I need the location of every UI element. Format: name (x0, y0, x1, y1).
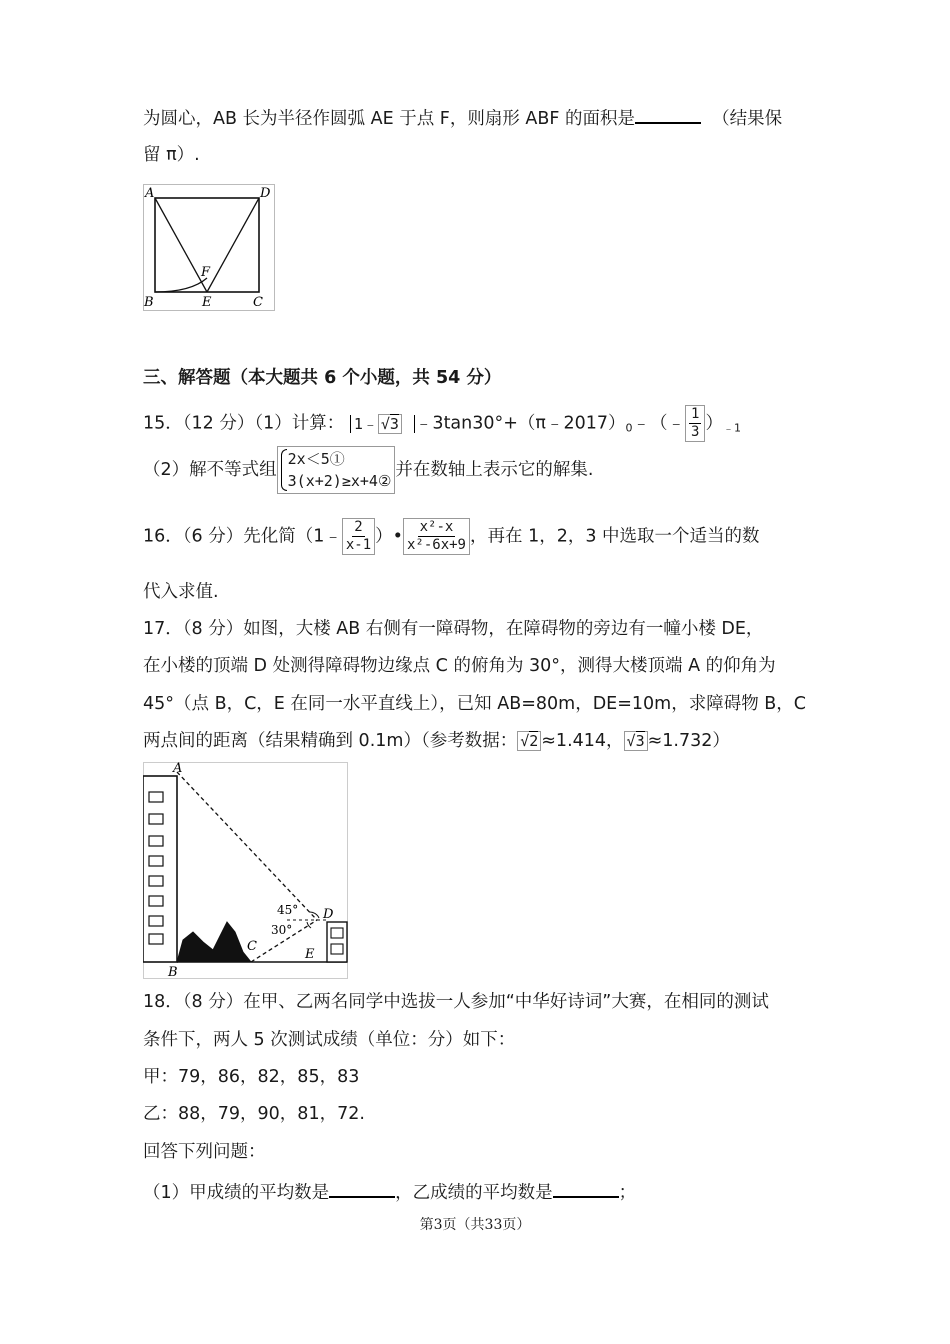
label-a: A (145, 186, 155, 201)
label-d: D (323, 907, 334, 922)
label-f: F (201, 265, 211, 280)
frac-den: 3 (691, 424, 700, 440)
q14-tail: （结果保 (712, 109, 783, 129)
exponent-neg1: ﹣1 (722, 421, 741, 435)
sqrt-3-ref: √3 (624, 731, 648, 751)
approx-sqrt2: ≈1.414， (541, 731, 624, 751)
q17-line4 (143, 729, 730, 753)
q18-sub1-end: ； (618, 1183, 637, 1203)
q18-prompt: 回答下列问题： (143, 1142, 266, 1162)
q14-line2: 留 π）. (143, 145, 200, 165)
fraction-2-over-x-1 (342, 518, 375, 555)
q15-mid2: ﹣（﹣ (632, 413, 686, 434)
q16-prefix: 16．（6 分）先化简（1﹣ (143, 526, 342, 547)
q17-line2: 在小楼的顶端 D 处测得障碍物边缘点 C 的俯角为 30°，测得大楼顶端 A 的仰角为 (143, 656, 776, 676)
exponent-zero: 0 (625, 421, 633, 435)
q15-part2-prefix: （2）解不等式组 (143, 460, 277, 480)
label-b: B (168, 965, 178, 980)
inequality-1: 2x＜5① (287, 450, 345, 468)
q16-line2: 代入求值. (143, 582, 219, 602)
page-footer: 第3页（共33页） (419, 1217, 531, 1233)
frac-den: x-1 (345, 537, 372, 553)
abs-inner: 1﹣ (353, 414, 378, 433)
q18-sub1 (143, 1178, 636, 1205)
answer-blank-jia (329, 1178, 395, 1198)
q18-line2: 条件下，两人 5 次测试成绩（单位：分）如下： (143, 1030, 516, 1050)
fraction-rational (403, 518, 470, 555)
q18-sub1-mid: ，乙成绩的平均数是 (395, 1183, 553, 1203)
abs-value (350, 415, 415, 433)
label-e: E (305, 947, 315, 962)
q18-line1: 18．（8 分）在甲、乙两名同学中选拔一人参加“中华好诗词”大赛，在相同的测试 (143, 992, 769, 1012)
q17-line3: 45°（点 B，C，E 在同一水平直线上），已知 AB=80m，DE=10m，求障碍物 B，C (143, 694, 806, 714)
approx-sqrt3: ≈1.732） (647, 731, 730, 751)
q16-dot: ）• (375, 526, 403, 547)
sqrt-2: √2 (517, 731, 541, 751)
label-c: C (253, 295, 263, 310)
inequality-2: 3(x+2)≥x+4② (287, 472, 392, 490)
q16-suffix: ，再在 1，2，3 中选取一个适当的数 (470, 526, 760, 547)
label-a: A (173, 762, 183, 776)
fraction-one-third (685, 405, 705, 442)
q15-prefix: 15．（12 分）（1）计算： (143, 413, 345, 434)
q15-part2 (143, 446, 593, 494)
figure-square-abcd (143, 184, 276, 312)
inequality-system (277, 446, 396, 494)
q15-mid: ﹣3tan30°+（π﹣2017） (414, 413, 626, 434)
label-b: B (144, 295, 154, 310)
frac-num: x²-x (419, 519, 454, 535)
frac-num: 1 (691, 406, 700, 422)
q18-sub1-prefix: （1）甲成绩的平均数是 (143, 1183, 330, 1203)
q15-part1 (143, 405, 741, 442)
frac-num: 2 (354, 519, 363, 535)
answer-blank-yi (553, 1178, 619, 1198)
label-e: E (202, 295, 212, 310)
section-title: 三、解答题（本大题共 6 个小题，共 54 分） (143, 368, 502, 388)
angle-30: 30° (271, 923, 293, 937)
q18-yi-scores: 乙：88，79，90，81，72. (143, 1104, 365, 1124)
frac-den: x²-6x+9 (406, 537, 466, 553)
angle-45: 45° (277, 903, 299, 917)
sqrt-radicand: 3 (389, 414, 399, 433)
sqrt-3: √3 (378, 414, 402, 434)
answer-blank (635, 104, 701, 124)
q18-jia-scores: 甲：79，86，82，85，83 (143, 1067, 360, 1087)
sqrt-radicand: 2 (529, 732, 539, 750)
label-c: C (247, 939, 257, 954)
figure-buildings (143, 762, 349, 980)
q16-line1 (143, 518, 760, 555)
q14-text: 为圆心，AB 长为半径作圆弧 AE 于点 F，则扇形 ABF 的面积是 (143, 109, 635, 129)
sqrt-radicand: 3 (635, 732, 645, 750)
q14-line1 (143, 104, 782, 131)
label-d: D (260, 186, 271, 201)
q17-line4-prefix: 两点间的距离（结果精确到 0.1m）（参考数据： (143, 731, 518, 751)
q15-close: ） (705, 413, 723, 434)
q17-line1: 17．（8 分）如图，大楼 AB 右侧有一障碍物，在障碍物的旁边有一幢小楼 DE， (143, 619, 764, 639)
q15-part2-suffix: 并在数轴上表示它的解集. (395, 460, 594, 480)
